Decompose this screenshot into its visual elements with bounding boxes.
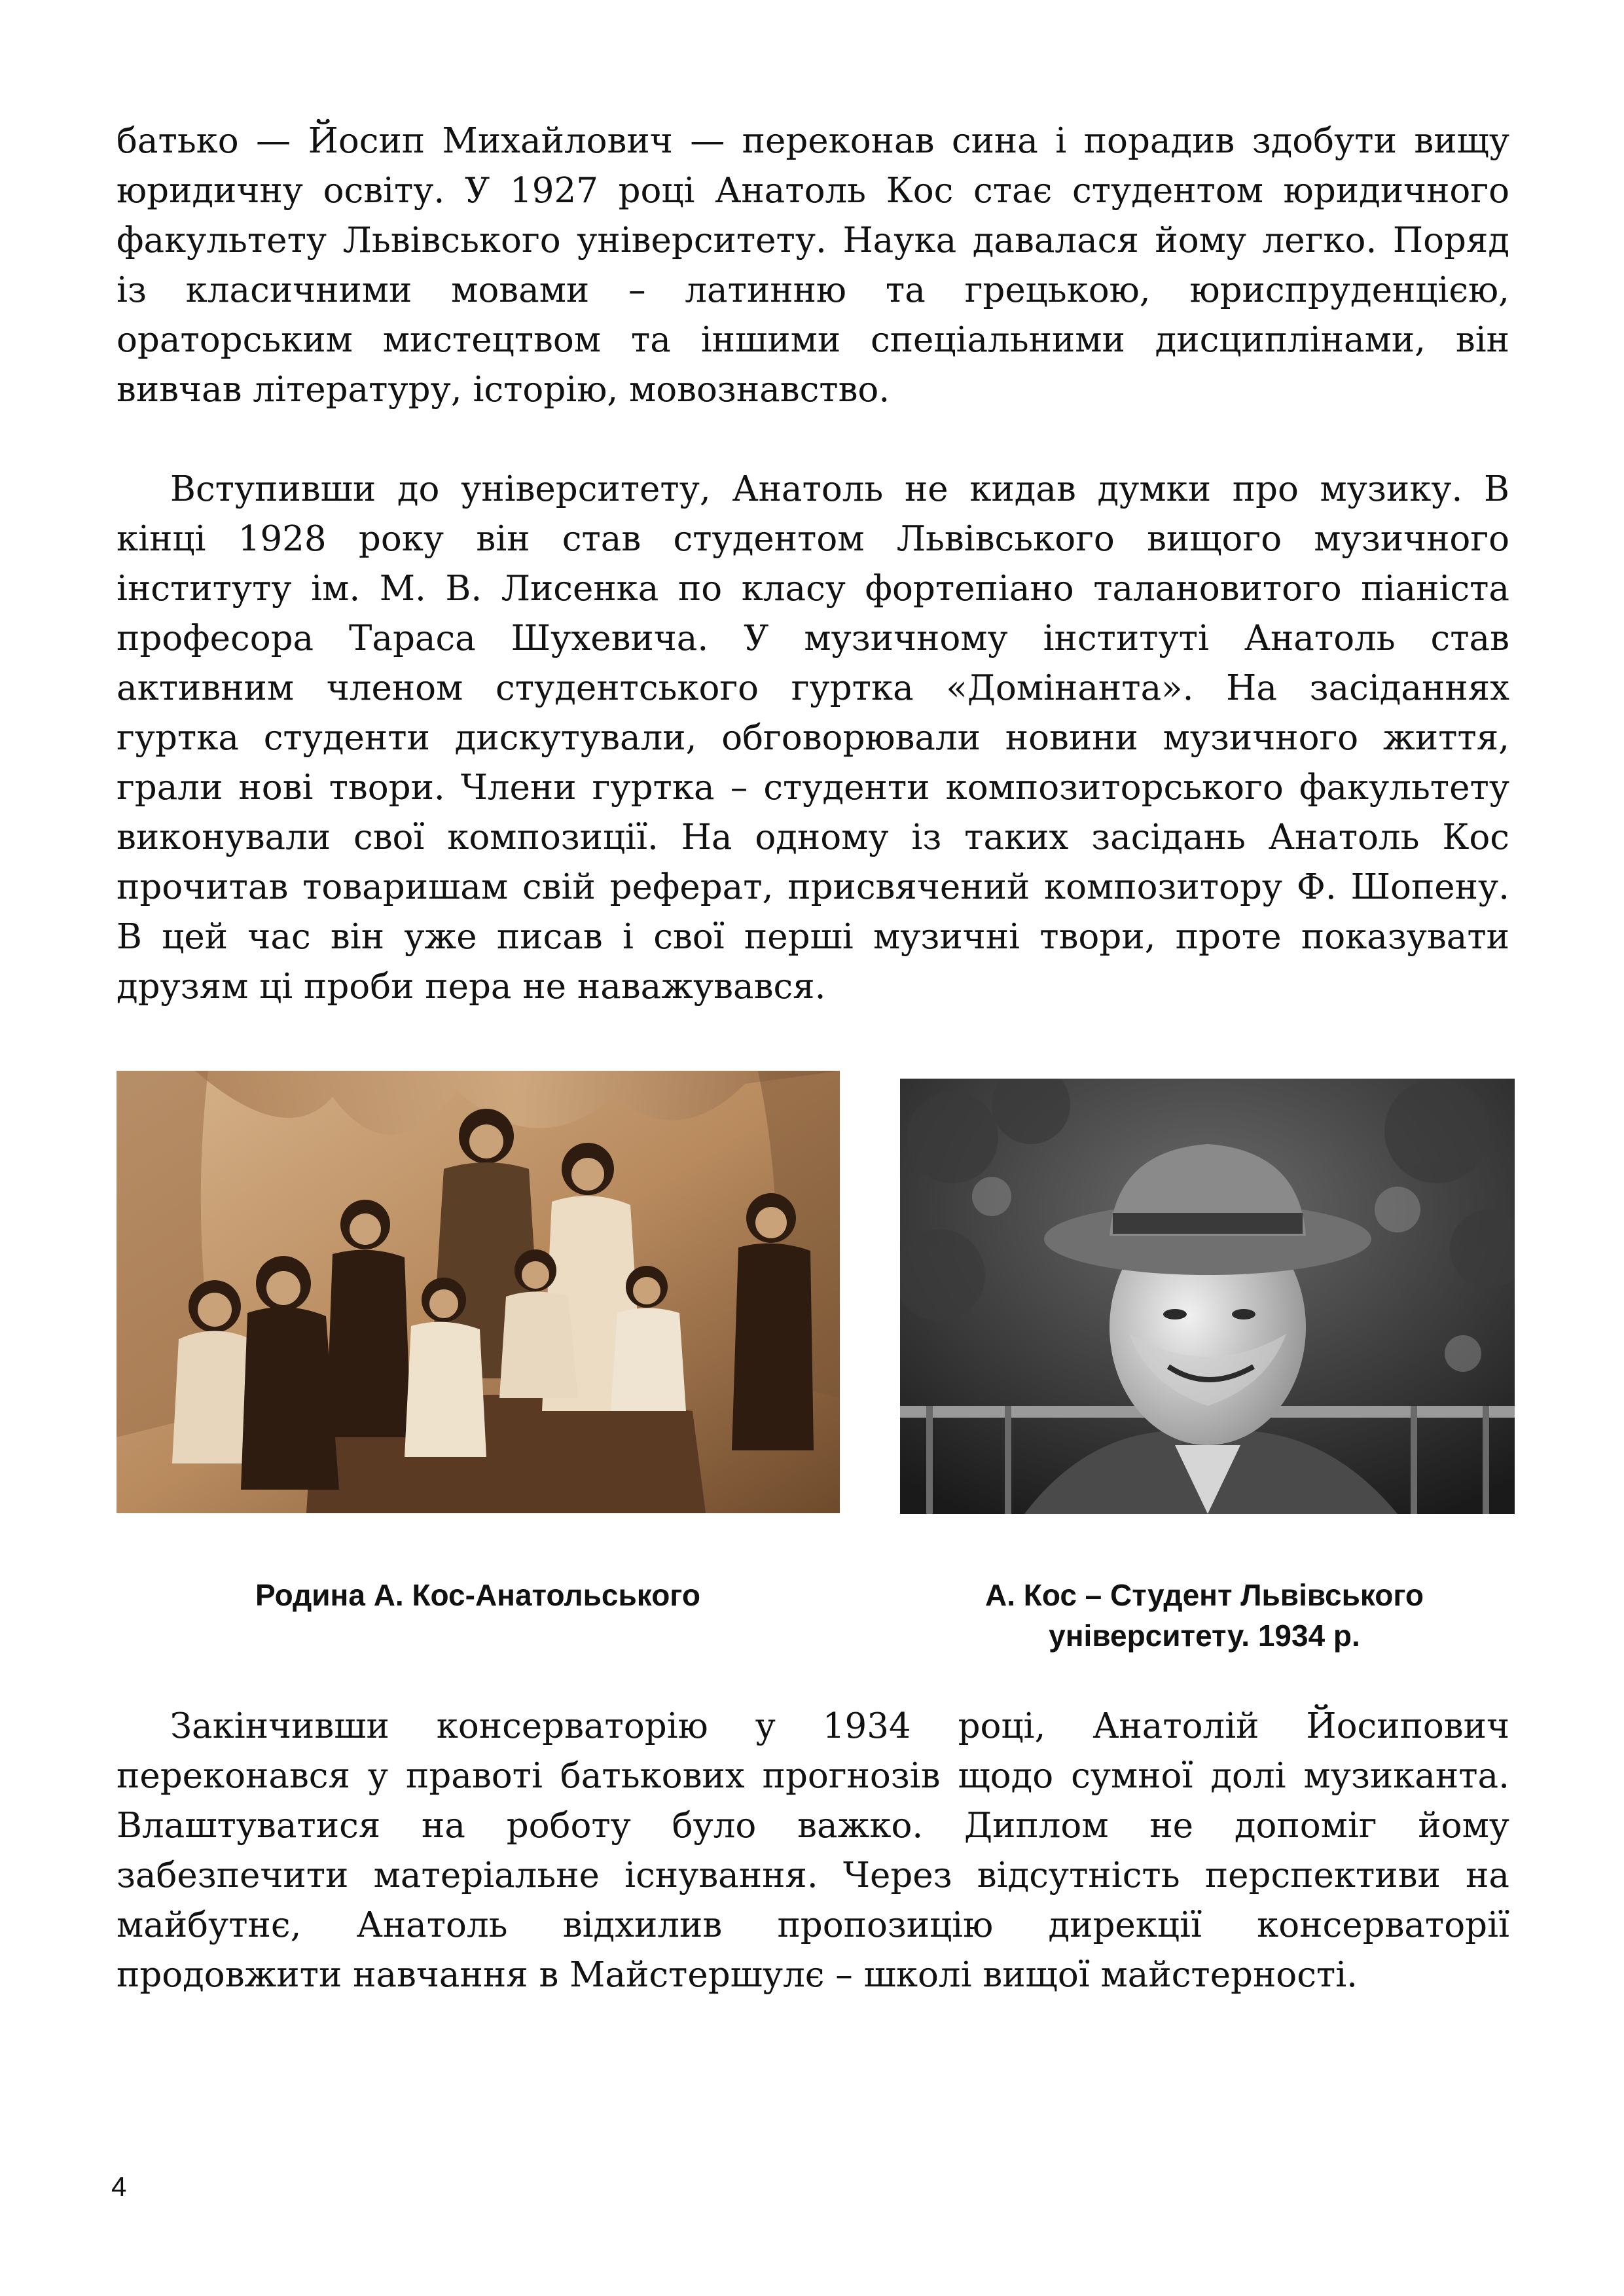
family-photo-caption: Родина А. Кос-Анатольського [255, 1578, 700, 1612]
family-photo [117, 1071, 840, 1513]
page-number: 4 [111, 2171, 127, 2202]
body-paragraph-1: батько — Йосип Михайлович — переконав сина і порадив здобути вищу юридичну освіту. У 1927 році Анатоль Кос стає студентом юридичного факультету Львівського університету. Наука давалася йому легко. Поряд із класичними мовами – латинню та грецькою, юриспруденцією, ораторським мистецтвом та іншими спеціальними дисциплінами, він вивчав літературу, історію, мовознавство. [117, 121, 1509, 410]
body-paragraph-3: Закінчивши консерваторію у 1934 році, Анатолій Йосипович переконався у правоті батькових прогнозів щодо сумної долі музиканта. Влаштуватися на роботу було важко. Диплом не допоміг йому забезпечити матеріальне існування. Через відсутність перспективи на майбутнє, Анатоль відхилив пропозицію дирекції консерваторії продовжити навчання в Майстершулє – школі вищої майстерності. [117, 1706, 1509, 1995]
student-photo [900, 1079, 1515, 1514]
student-photo-caption: А. Кос – Студент Львівського університету. 1934 р. [984, 1578, 1424, 1653]
body-paragraph-2: Вступивши до університету, Анатоль не кидав думки про музику. В кінці 1928 року він став студентом Львівського вищого музичного інституту ім. М. В. Лисенка по класу фортепіано талановитого піаніста професора Тараса Шухевича. У музичному інституті Анатоль став активним членом студентського гуртка «Домінанта». На засіданнях гуртка студенти дискутували, обговорювали новини музичного життя, грали нові твори. Члени гуртка – студенти композиторського факультету виконували свої композиції. На одному із таких засідань Анатоль Кос прочитав товаришам свій реферат, присвячений композитору Ф. Шопену. В цей час він уже писав і свої перші музичні твори, проте показувати друзям ці проби пера не наважувався. [117, 469, 1509, 1007]
